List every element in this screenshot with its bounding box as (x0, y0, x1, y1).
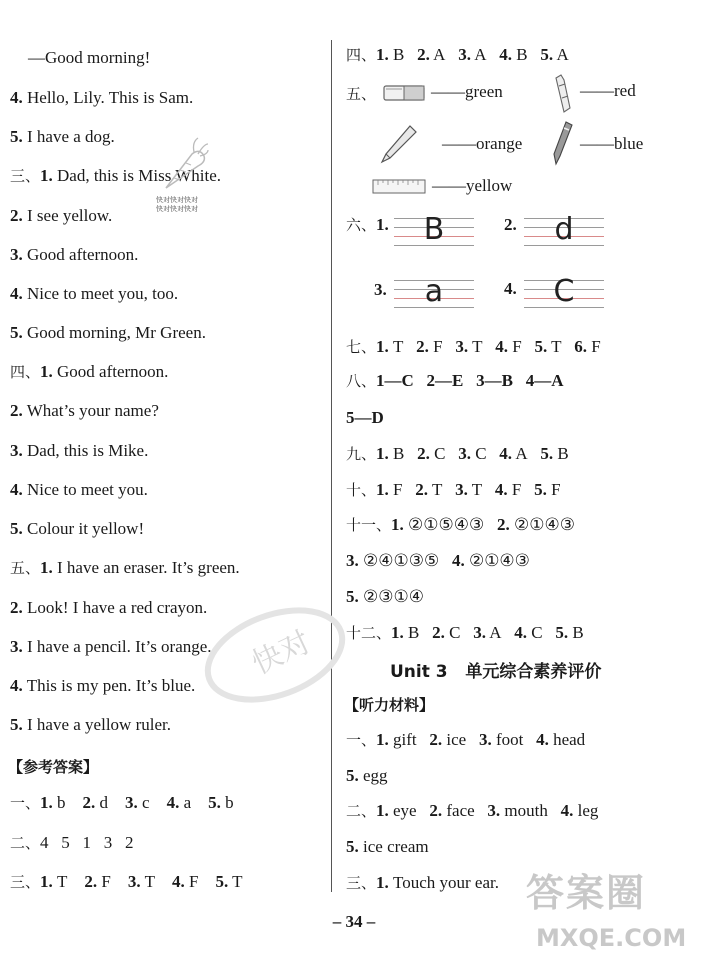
answer-line: 5. ice cream (346, 837, 429, 856)
answer-line: 3. Good afternoon. (10, 245, 139, 264)
answer-line: 三、1. T 2. F 3. T 4. F 5. T (10, 872, 243, 891)
answer-line: 四、1. Good afternoon. (10, 362, 169, 381)
answer-line: 3. Dad, this is Mike. (10, 441, 149, 460)
eraser-icon (382, 80, 428, 104)
writing-box (394, 212, 474, 248)
listening-material-heading: 【听力材料】 (344, 696, 435, 714)
answer-line: 三、1. Dad, this is Miss White. (10, 166, 222, 185)
answer-line: 5. ②③①④ (346, 587, 424, 606)
answer-line: 八、1—C 2—E 3—B 4—A (346, 371, 564, 390)
pencil-color: ——orange (442, 134, 523, 153)
written-letter: a (424, 274, 444, 309)
carrot-watermark-icon (158, 136, 210, 196)
reference-answer-heading: 【参考答案】 (8, 758, 99, 776)
answer-line: 二、1. eye 2. face 3. mouth 4. leg (346, 801, 599, 820)
answer-line: 3. ②④①③⑤ 4. ②①④③ (346, 551, 530, 570)
corner-watermark: 答案圈 (526, 871, 647, 915)
answer-line: 5—D (346, 408, 384, 427)
written-letter: B (423, 212, 445, 247)
url-watermark: MXQE.COM (536, 924, 687, 952)
answer-line: 五、1. I have an eraser. It’s green. (10, 558, 240, 577)
ruler-color: ——yellow (432, 176, 513, 195)
answer-line: 二、4 5 1 3 2 (10, 833, 134, 852)
item-number: 4. (504, 279, 517, 298)
answer-line: 2. I see yellow. (10, 206, 113, 225)
answer-line: 5. egg (346, 766, 388, 785)
stamp-text: 快对快对快对 快对快对快对 (156, 196, 198, 213)
unit-title: Unit 3 单元综合素养评价 (390, 662, 602, 682)
answer-line: 三、1. Touch your ear. (346, 873, 499, 892)
answer-line: 十、1. F 2. T 3. T 4. F 5. F (346, 480, 561, 499)
answer-line: 2. What’s your name? (10, 401, 159, 420)
eraser-color: ——green (431, 82, 503, 101)
writing-box (524, 212, 604, 248)
answer-line: 七、1. T 2. F 3. T 4. F 5. T 6. F (346, 337, 601, 356)
answer-line: 4. Hello, Lily. This is Sam. (10, 88, 194, 107)
answer-line: 一、1. gift 2. ice 3. foot 4. head (346, 730, 586, 749)
answer-line: 5. Good morning, Mr Green. (10, 323, 206, 342)
page-number: – 34 – (332, 912, 376, 931)
answer-line: 2. Look! I have a red crayon. (10, 598, 208, 617)
answer-line: 3. I have a pencil. It’s orange. (10, 637, 212, 656)
watermark-text: 快对 (246, 624, 317, 682)
crayon-color: ——red (580, 81, 636, 100)
answer-line: 九、1. B 2. C 3. C 4. A 5. B (346, 444, 569, 463)
section-label: 六、1. (346, 215, 389, 234)
column-divider (331, 40, 332, 892)
section-label: 五、 (346, 85, 377, 103)
answer-line: 4. Nice to meet you. (10, 480, 148, 499)
item-number: 2. (504, 215, 517, 234)
answer-line: 5. Colour it yellow! (10, 519, 145, 538)
answer-line: 一、1. b 2. d 3. c 4. a 5. b (10, 793, 234, 812)
answer-line: 5. I have a dog. (10, 127, 115, 146)
writing-box (524, 274, 604, 310)
answer-line: 4. This is my pen. It’s blue. (10, 676, 196, 695)
answer-line: 十二、1. B 2. C 3. A 4. C 5. B (346, 623, 584, 642)
answer-line: 四、1. B 2. A 3. A 4. B 5. A (346, 45, 569, 64)
written-letter: C (553, 274, 575, 309)
pen-color: ——blue (580, 134, 644, 153)
written-letter: d (554, 212, 574, 247)
pen-icon (548, 120, 574, 166)
crayon-icon (550, 74, 576, 114)
writing-box (394, 274, 474, 310)
answer-line: 十一、1. ②①⑤④③ 2. ②①④③ (346, 515, 575, 534)
pencil-icon (380, 124, 418, 164)
item-number: 3. (374, 280, 387, 299)
ruler-icon (372, 178, 426, 196)
answer-line: 5. I have a yellow ruler. (10, 715, 171, 734)
answer-line: —Good morning! (28, 48, 151, 67)
answer-line: 4. Nice to meet you, too. (10, 284, 179, 303)
